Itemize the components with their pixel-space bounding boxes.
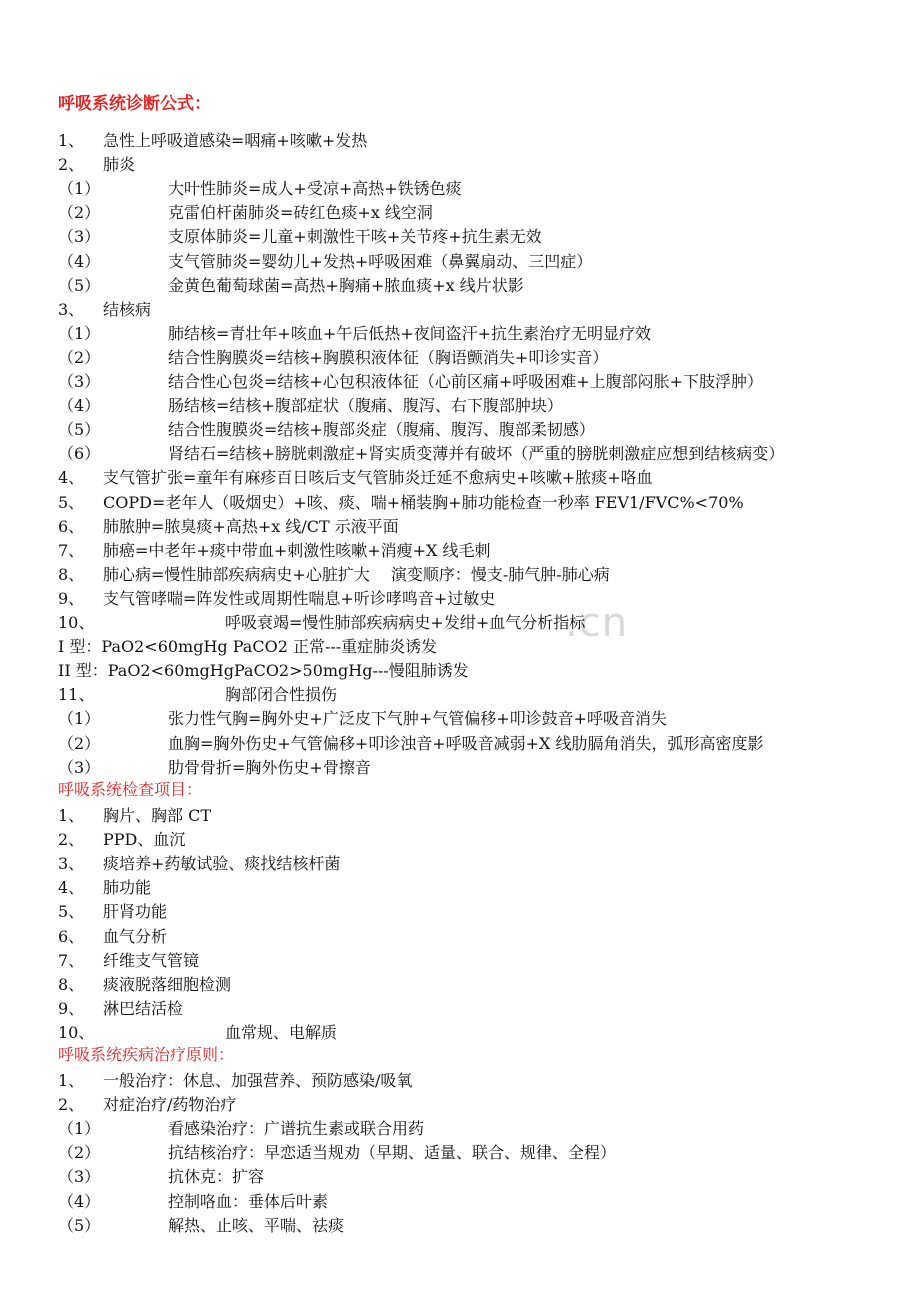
item-number: （3）: [58, 1167, 101, 1186]
list-item: [0, 587, 900, 611]
list-item: [0, 322, 900, 346]
item-number: （1）: [58, 179, 101, 198]
item-text: 呼吸衰竭=慢性肺部疾病病史+发绀+血气分析指标: [225, 613, 586, 632]
item-text: 急性上呼吸道感染=咽痛+咳嗽+发热: [103, 131, 368, 150]
item-text: 张力性气胸=胸外史+广泛皮下气肿+气管偏移+叩诊鼓音+呼吸音消失: [168, 709, 668, 728]
item-text: 血常规、电解质: [225, 1023, 338, 1042]
item-text: 解热、止咳、平喘、祛痰: [168, 1216, 345, 1235]
item-number: 10、: [58, 1023, 95, 1042]
item-text: 胸片、胸部 CT: [103, 806, 212, 825]
list-item: [0, 153, 900, 177]
item-text: 大叶性肺炎=成人+受凉+高热+铁锈色痰: [168, 179, 462, 198]
list-item: [0, 611, 900, 635]
item-number: 10、: [58, 613, 95, 632]
item-number: 2、: [58, 1095, 85, 1114]
item-number: （2）: [58, 1143, 101, 1162]
item-number: 2、: [58, 830, 85, 849]
item-text: PPD、血沉: [103, 830, 186, 849]
item-number: （5）: [58, 420, 101, 439]
item-number: 9、: [58, 999, 85, 1018]
item-number: 1、: [58, 1071, 85, 1090]
list-item: [0, 563, 900, 587]
list-item: [0, 659, 900, 683]
section-heading: 呼吸系统诊断公式：: [58, 94, 211, 114]
item-number: 7、: [58, 541, 85, 560]
item-text: 痰培养+药敏试验、痰找结核杆菌: [103, 854, 341, 873]
list-item: [0, 346, 900, 370]
list-item: [0, 997, 900, 1021]
list-item: [0, 828, 900, 852]
item-number: （4）: [58, 1192, 101, 1211]
item-number: （3）: [58, 758, 101, 777]
item-number: （5）: [58, 1216, 101, 1235]
item-number: （3）: [58, 227, 101, 246]
list-item: [0, 442, 900, 466]
item-text: COPD=老年人（吸烟史）+咳、痰、喘+桶装胸+肺功能检查一秒率 FEV1/FVC%<70%: [103, 493, 744, 512]
item-text: 纤维支气管镜: [103, 951, 200, 970]
list-item: [0, 1093, 900, 1117]
item-number: 4、: [58, 468, 85, 487]
item-number: （4）: [58, 252, 101, 271]
item-number: 6、: [58, 927, 85, 946]
item-text: 肋骨骨折=胸外伤史+骨擦音: [168, 758, 371, 777]
item-text: 血胸=胸外伤史+气管偏移+叩诊浊音+呼吸音减弱+X 线肋膈角消失，弧形高密度影: [168, 734, 764, 753]
item-number: （4）: [58, 396, 101, 415]
list-item: [0, 1190, 900, 1214]
list-item: [0, 466, 900, 490]
item-text: II 型：PaO2<60mgHgPaCO2>50mgHg---慢阻肺诱发: [58, 661, 469, 680]
item-number: （2）: [58, 203, 101, 222]
item-text: 抗结核治疗：早恋适当规劝（早期、适量、联合、规律、全程）: [168, 1143, 617, 1162]
list-item: [0, 804, 900, 828]
item-number: （5）: [58, 276, 101, 295]
item-number: 2、: [58, 155, 85, 174]
item-number: 5、: [58, 493, 85, 512]
item-text: 痰液脱落细胞检测: [103, 975, 232, 994]
item-text: 肺癌=中老年+痰中带血+刺激性咳嗽+消瘦+X 线毛刺: [103, 541, 491, 560]
list-item: [0, 707, 900, 731]
list-item: [0, 1214, 900, 1238]
list-item: [0, 1141, 900, 1165]
item-number: 9、: [58, 589, 85, 608]
list-item: [0, 177, 900, 201]
section-heading: 呼吸系统检查项目：: [58, 780, 203, 799]
list-item: [0, 1117, 900, 1141]
item-number: 8、: [58, 975, 85, 994]
watermark: .cn: [565, 600, 629, 646]
list-item: [0, 973, 900, 997]
item-text: 肺脓肿=脓臭痰+高热+x 线/CT 示液平面: [103, 517, 399, 536]
list-item: [0, 491, 900, 515]
item-text: 金黄色葡萄球菌=高热+胸痛+脓血痰+x 线片状影: [168, 276, 524, 295]
list-item: [0, 852, 900, 876]
item-text: 支原体肺炎=儿童+刺激性干咳+关节疼+抗生素无效: [168, 227, 542, 246]
list-item: [0, 370, 900, 394]
list-item: [0, 394, 900, 418]
item-text: 支气管肺炎=婴幼儿+发热+呼吸困难（鼻翼扇动、三凹症）: [168, 252, 593, 271]
item-number: 1、: [58, 806, 85, 825]
item-number: （6）: [58, 444, 101, 463]
item-number: （3）: [58, 372, 101, 391]
list-item: [0, 1021, 900, 1045]
item-text: 淋巴结活检: [103, 999, 184, 1018]
list-item: [0, 201, 900, 225]
list-item: [0, 949, 900, 973]
item-number: （1）: [58, 709, 101, 728]
item-number: （1）: [58, 324, 101, 343]
item-text: 抗休克：扩容: [168, 1167, 265, 1186]
list-item: [0, 756, 900, 780]
list-item: [0, 539, 900, 563]
list-item: [0, 925, 900, 949]
item-number: （1）: [58, 1119, 101, 1138]
list-item: [0, 225, 900, 249]
item-number: 1、: [58, 131, 85, 150]
section-heading: 呼吸系统疾病治疗原则：: [58, 1045, 235, 1064]
item-number: 4、: [58, 878, 85, 897]
item-text: 血气分析: [103, 927, 168, 946]
list-item: [0, 418, 900, 442]
list-item: [0, 298, 900, 322]
list-item: [0, 250, 900, 274]
list-item: [0, 732, 900, 756]
list-item: [0, 129, 900, 153]
item-text: 肺炎: [103, 155, 136, 174]
list-item: [0, 635, 900, 659]
item-text: 肺结核=青壮年+咳血+午后低热+夜间盗汗+抗生素治疗无明显疗效: [168, 324, 652, 343]
item-text: 控制咯血：垂体后叶素: [168, 1192, 329, 1211]
item-text: 肺功能: [103, 878, 152, 897]
item-text: 支气管哮喘=阵发性或周期性喘息+听诊哮鸣音+过敏史: [103, 589, 496, 608]
item-text: 结合性心包炎=结核+心包积液体征（心前区痛+呼吸困难+上腹部闷胀+下肢浮肿）: [168, 372, 764, 391]
item-text: I 型：PaO2<60mgHg PaCO2 正常---重症肺炎诱发: [58, 637, 438, 656]
item-text: 支气管扩张=童年有麻疹百日咳后支气管肺炎迁延不愈病史+咳嗽+脓痰+咯血: [103, 468, 653, 487]
list-item: [0, 1069, 900, 1093]
item-number: 8、: [58, 565, 85, 584]
list-item: [0, 900, 900, 924]
item-text: 肺心病=慢性肺部疾病病史+心脏扩大 演变顺序：慢支-肺气肿-肺心病: [103, 565, 610, 584]
item-text: 肾结石=结核+膀胱刺激症+肾实质变薄并有破坏（严重的膀胱刺激症应想到结核病变）: [168, 444, 785, 463]
item-text: 看感染治疗：广谱抗生素或联合用药: [168, 1119, 425, 1138]
item-text: 肝肾功能: [103, 902, 168, 921]
item-text: 对症治疗/药物治疗: [103, 1095, 237, 1114]
item-text: 结合性胸膜炎=结核+胸膜积液体征（胸语颤消失+叩诊实音）: [168, 348, 609, 367]
item-text: 结合性腹膜炎=结核+腹部炎症（腹痛、腹泻、腹部柔韧感）: [168, 420, 595, 439]
item-number: （2）: [58, 734, 101, 753]
item-text: 克雷伯杆菌肺炎=砖红色痰+x 线空洞: [168, 203, 433, 222]
item-number: 5、: [58, 902, 85, 921]
item-text: 一般治疗：休息、加强营养、预防感染/吸氧: [103, 1071, 413, 1090]
item-number: 3、: [58, 300, 85, 319]
item-number: 6、: [58, 517, 85, 536]
list-item: [0, 876, 900, 900]
list-item: [0, 274, 900, 298]
item-text: 结核病: [103, 300, 152, 319]
list-item: [0, 683, 900, 707]
item-number: 11、: [58, 685, 95, 704]
list-item: [0, 515, 900, 539]
item-number: 3、: [58, 854, 85, 873]
item-text: 胸部闭合性损伤: [225, 685, 338, 704]
list-item: [0, 1165, 900, 1189]
item-number: 7、: [58, 951, 85, 970]
item-text: 肠结核=结核+腹部症状（腹痛、腹泻、右下腹部肿块）: [168, 396, 563, 415]
item-number: （2）: [58, 348, 101, 367]
